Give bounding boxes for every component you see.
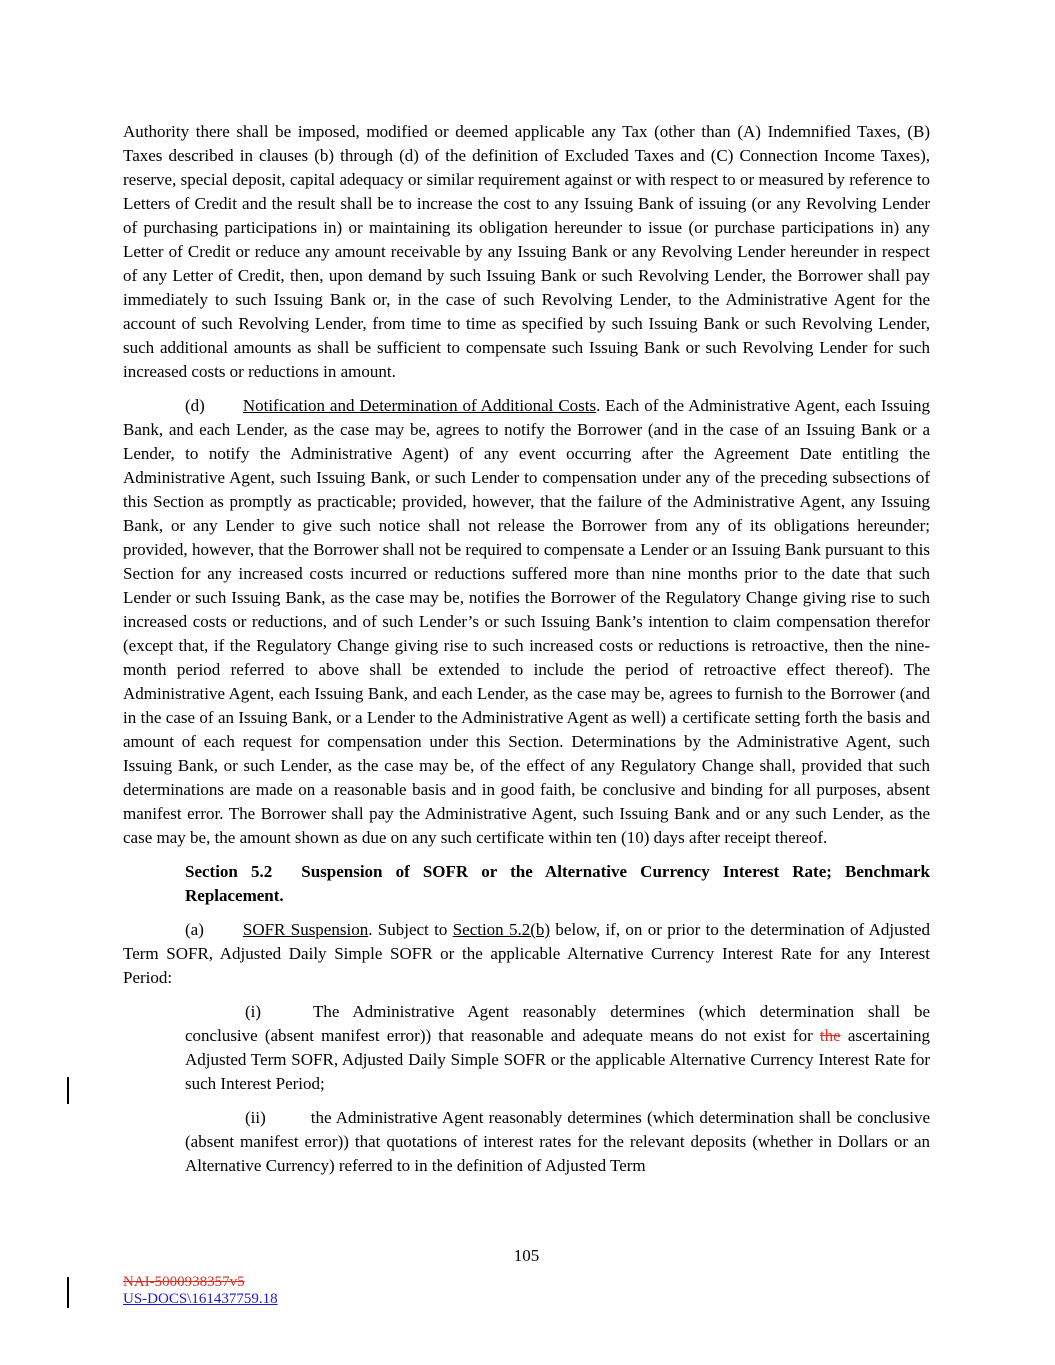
paragraph-a-text: . Subject to: [368, 920, 453, 939]
paragraph-d: [123, 394, 930, 850]
clause-ii-text: the Administrative Agent reasonably determines (which determination shall be conclusive (absent manifest error)) that quotations of interest rates for the relevant deposits (whether in Dollars or an Alternative Currency) referred to in the definition of Adjusted Term: [185, 1108, 930, 1175]
paragraph-continuation-text: Authority there shall be imposed, modified or deemed applicable any Tax (other than (A) Indemnified Taxes, (B) Taxes described in clauses (b) through (d) of the definition of Excluded Taxes and (C) Connection Income Taxes), reserve, special deposit, capital adequacy or similar requirement against or with respect to or measured by reference to Letters of Credit and the result shall be to increase the cost to any Issuing Bank of issuing (or any Revolving Lender of purchasing participations in) or maintaining its obligation hereunder to issue (or purchase participations in) any Letter of Credit or reduce any amount receivable by any Issuing Bank or any Revolving Lender hereunder in respect of any Letter of Credit, then, upon demand by such Issuing Bank or such Revolving Lender, the Borrower shall pay immediately to such Issuing Bank or, in the case of such Revolving Lender, to the Administrative Agent for the account of such Revolving Lender, from time to time as specified by such Issuing Bank or such Revolving Lender, such additional amounts as shall be sufficient to compensate such Issuing Bank or such Revolving Lender for such increased costs or reductions in amount.: [123, 122, 930, 381]
clause-i-text: ascertaining Adjusted Term SOFR, Adjusted Daily Simple SOFR or the applicable Alternative Currency Interest Rate for such Interest Period;: [185, 1026, 930, 1093]
clause-label: (ii): [245, 1108, 266, 1127]
paragraph-a-text: below, if, on or prior to the determination of Adjusted Term SOFR, Adjusted Daily Simple SOFR or the applicable Alternative Currency Interest Rate for any Interest Period:: [123, 920, 931, 987]
paragraph-d-body: . Each of the Administrative Agent, each Issuing Bank, and each Lender, as the case may be, agrees to notify the Borrower (and in the case of an Issuing Bank or a Lender, to notify the Administrative Agent) of any event occurring after the Agreement Date entitling the Administrative Agent, such Issuing Bank, or such Lender to compensation under any of the preceding subsections of this Section as promptly as practicable; provided, however, that the failure of the Administrative Agent, any Issuing Bank, or any Lender to give such notice shall not release the Borrower from any of its obligations hereunder; provided, however, that the Borrower shall not be required to compensate a Lender or an Issuing Bank pursuant to this Section for any increased costs incurred or reductions suffered more than nine months prior to the date that such Lender or such Issuing Bank, as the case may be, notifies the Borrower of the Regulatory Change giving rise to such increased costs or reductions, and of such Lender’s or such Issuing Bank’s intention to claim compensation therefor (except that, if the Regulatory Change giving rise to such increased costs or reductions is retroactive, then the nine-month period referred to above shall be extended to include the period of retroactive effect thereof). The Administrative Agent, each Issuing Bank, and each Lender, as the case may be, agrees to furnish to the Borrower (and in the case of an Issuing Bank, or a Lender to the Administrative Agent as well) a certificate setting forth the basis and amount of each request for compensation under this Section. Determinations by the Administrative Agent, such Issuing Bank, or such Lender, as the case may be, of the effect of any Regulatory Change shall, provided that such determinations are made on a reasonable basis and in good faith, be conclusive and binding for all purposes, absent manifest error. The Borrower shall pay the Administrative Agent, such Issuing Bank and or any such Lender, as the case may be, the amount shown as due on any such certificate within ten (10) days after receipt thereof.: [123, 396, 930, 847]
footer-doc-id-current: US-DOCS\161437759.18: [123, 1291, 278, 1307]
clause-label: (i): [245, 1002, 262, 1021]
clause-ii: [185, 1106, 930, 1178]
clause-i: [185, 1000, 930, 1096]
paragraph-a-heading: SOFR Suspension: [242, 920, 369, 939]
revision-change-bar: [67, 1277, 69, 1308]
clause-label: (a): [185, 920, 204, 939]
section-number: Section 5.2: [185, 862, 273, 881]
clause-i-text: The Administrative Agent reasonably determines (which determination shall be conclusive (absent manifest error)) that reasonable and adequate means do not exist for: [185, 1002, 930, 1045]
section-5-2-heading: [185, 860, 930, 908]
revision-change-bar: [67, 1077, 69, 1104]
section-title: Suspension of SOFR or the Alternative Currency Interest Rate; Benchmark Replacement.: [185, 862, 930, 905]
footer-doc-id-deleted: NAI-5000938357v5: [123, 1274, 245, 1290]
paragraph-d-heading: Notification and Determination of Additional Costs: [242, 396, 597, 415]
page-number: 105: [513, 1246, 540, 1265]
clause-label: (d): [185, 396, 205, 415]
paragraph-continuation: [123, 120, 930, 384]
document-footer: [123, 1274, 278, 1308]
cross-reference: Section 5.2(b): [452, 920, 551, 939]
paragraph-a: [123, 918, 930, 990]
deleted-word: the: [819, 1026, 841, 1045]
document-body: [123, 120, 930, 1188]
